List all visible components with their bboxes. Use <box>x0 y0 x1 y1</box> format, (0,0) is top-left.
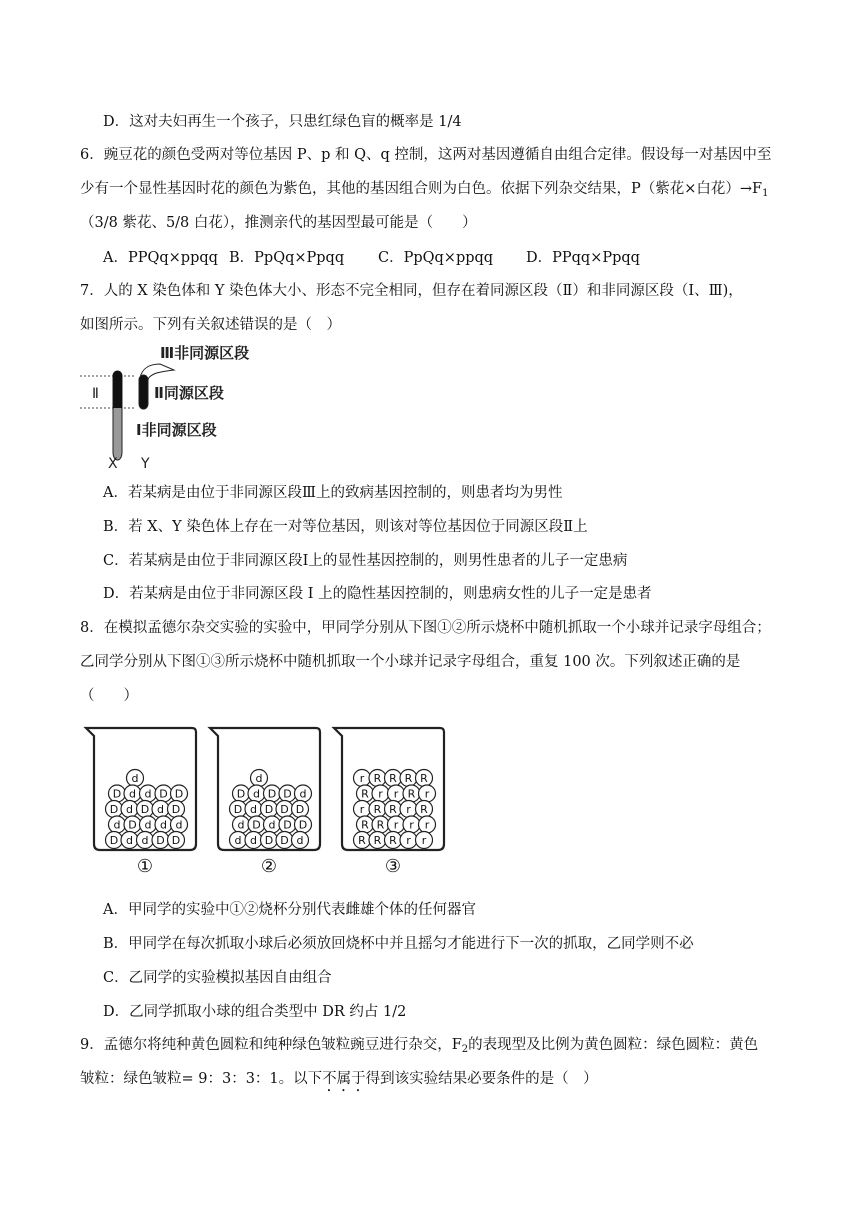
q6-option-a: A．PPQq×ppqq <box>103 250 218 266</box>
beaker-2 <box>210 728 320 877</box>
q8-stem-line2: 乙同学分别从下图①③所示烧杯中随机抓取一个小球并记录字母组合，重复 100 次。下列叙述正确的是 <box>80 654 741 670</box>
q8-option-c: C．乙同学的实验模拟基因自由组合 <box>103 970 332 986</box>
ball-letter: r <box>421 834 427 847</box>
q9-stem-line2 <box>80 1069 598 1095</box>
ball-letter: d <box>141 834 149 847</box>
beaker-1 <box>86 728 196 877</box>
ball-letter: D <box>171 803 181 816</box>
q9-stem-tail: 的表现型及比例为黄色圆粒：绿色圆粒：黄色 <box>468 1037 759 1053</box>
ball-letter: r <box>378 787 383 801</box>
q8-option-d: D．乙同学抓取小球的组合类型中 DR 约占 1/2 <box>103 1004 407 1020</box>
ball-letter: D <box>236 787 246 801</box>
ball-letter: D <box>159 787 168 801</box>
ball-letter: d <box>126 834 133 847</box>
ball-letter: d <box>144 818 152 832</box>
ball-letter: D <box>280 803 289 816</box>
q9-emphasis: 不属于 <box>322 1071 366 1087</box>
ball-letter: R <box>404 772 413 785</box>
x-chromosome-band <box>113 371 122 408</box>
ball-letter: R <box>376 818 385 832</box>
q6-subscript: 1 <box>762 188 769 199</box>
ball-letter: R <box>373 803 382 816</box>
q7-option-d: D．若某病是由位于非同源区段 I 上的隐性基因控制的，则患病女性的儿子一定是患者 <box>103 586 652 602</box>
ball-letter: D <box>174 787 184 801</box>
ball-letter: D <box>283 818 292 832</box>
ball-letter: D <box>264 803 274 816</box>
chromosome-figure <box>78 340 278 472</box>
ball-letter: R <box>361 787 369 801</box>
ball-letter: r <box>409 818 414 832</box>
ball-letter: D <box>264 834 274 847</box>
ball-letter: r <box>424 818 430 832</box>
ball-letter: d <box>131 772 139 785</box>
ball-letter: R <box>420 772 428 785</box>
q6-stem-line1: 6．豌豆花的颜色受两对等位基因 P、p 和 Q、q 控制，这两对基因遵循自由组合定律。假设每一对基因中至 <box>80 147 772 163</box>
q7-option-c: C．若某病是由位于非同源区段Ⅰ上的显性基因控制的，则男性患者的儿子一定患病 <box>103 553 628 569</box>
ball-letter: D <box>295 803 305 816</box>
ball-letter: d <box>126 803 133 816</box>
q8-option-b: B．甲同学在每次抓取小球后必须放回烧杯中并且摇匀才能进行下一次的抓取，乙同学则不必 <box>103 936 694 952</box>
q6-stem-text: 少有一个显性基因时花的颜色为紫色，其他的基因组合则为白色。依据下列杂交结果，P（紫花×白花）→F <box>80 181 763 197</box>
q7-option-a: A．若某病是由位于非同源区段Ⅲ上的致病基因控制的，则患者均为男性 <box>103 485 563 501</box>
q8-option-a: A．甲同学的实验中①②烧杯分别代表雌雄个体的任何器官 <box>103 902 476 918</box>
ball-letter: D <box>112 787 122 801</box>
label-iii: Ⅲ非同源区段 <box>160 344 250 362</box>
ball-letter: D <box>140 803 150 816</box>
ball-letter: d <box>250 803 257 816</box>
ball-letter: d <box>175 818 183 832</box>
ball-letter: d <box>144 787 152 801</box>
ball-letter: d <box>160 818 167 832</box>
q7-stem-line2: 如图所示。下列有关叙述错误的是（ ） <box>80 317 341 333</box>
ball-letter: D <box>109 834 119 847</box>
ball-letter: d <box>253 787 260 801</box>
ball-letter: D <box>156 834 165 847</box>
q9-stem-post: 得到该实验结果必要条件的是（ ） <box>365 1071 598 1087</box>
beaker-3 <box>334 728 444 877</box>
ball-letter: d <box>299 787 307 801</box>
ball-letter: R <box>407 787 416 801</box>
q9-stem-pre: 皱粒：绿色皱粒= 9：3：3：1。以下 <box>80 1071 323 1087</box>
q9-stem-line1 <box>80 1035 758 1060</box>
ball-letter: D <box>171 834 181 847</box>
q7-option-b: B．若 X、Y 染色体上存在一对等位基因，则该对等位基因位于同源区段Ⅱ上 <box>103 519 588 535</box>
q6-option-c: C．PpQq×ppqq <box>378 250 494 266</box>
ball-letter: r <box>424 787 430 801</box>
y-chromosome <box>139 375 148 409</box>
ball-letter: R <box>420 803 428 816</box>
ball-letter: d <box>268 818 276 832</box>
q6-stem-line2 <box>80 179 769 204</box>
ball-letter: r <box>406 803 411 816</box>
label-ii: Ⅱ同源区段 <box>154 384 224 402</box>
ball-letter: r <box>393 787 399 801</box>
q8-stem-line3: （ ） <box>80 688 138 704</box>
q9-stem-text: 9．孟德尔将纯种黄色圆粒和纯种绿色皱粒豌豆进行杂交，F <box>80 1037 462 1053</box>
ball-letter: R <box>373 772 382 785</box>
ball-letter: d <box>157 803 164 816</box>
ball-letter: r <box>393 818 399 832</box>
ball-letter: R <box>389 772 397 785</box>
ball-letter: R <box>373 834 382 847</box>
beaker-label: ① <box>136 856 154 877</box>
ball-letter: D <box>252 818 261 832</box>
beakers-figure <box>80 722 450 882</box>
q6-option-b: B．PpQq×Ppqq <box>229 250 345 266</box>
ball-letter: D <box>280 834 289 847</box>
ball-letter: D <box>283 787 292 801</box>
q7-stem-line1: 7．人的 X 染色体和 Y 染色体大小、形态不完全相同，但存在着同源区段（Ⅱ）和非同源区段（Ⅰ、Ⅲ)， <box>80 283 743 299</box>
ball-letter: D <box>128 818 137 832</box>
ball-letter: d <box>237 818 245 832</box>
ball-letter: D <box>233 803 243 816</box>
q8-stem-line1: 8．在模拟孟德尔杂交实验的实验中，甲同学分别从下图①②所示烧杯中随机抓取一个小球并记录字母组合； <box>80 620 771 636</box>
ball-letter: R <box>361 818 369 832</box>
label-ii-left: Ⅱ <box>92 386 99 402</box>
q5-option-d: D．这对夫妇再生一个孩子，只患红绿色盲的概率是 1/4 <box>103 114 462 130</box>
q9-subscript: 2 <box>461 1044 469 1055</box>
ball-letter: d <box>255 772 263 785</box>
ball-letter: d <box>129 787 136 801</box>
q6-stem-line3: （3/8 紫花、5/8 白花），推测亲代的基因型最可能是（ ） <box>80 215 477 231</box>
ball-letter: r <box>359 803 365 816</box>
label-i: Ⅰ非同源区段 <box>136 421 217 439</box>
ball-letter: R <box>389 834 397 847</box>
q6-option-d: D．PPqq×Ppqq <box>526 250 640 266</box>
ball-letter: D <box>267 787 277 801</box>
label-x: X <box>108 456 118 472</box>
ball-letter: d <box>113 818 121 832</box>
ball-letter: r <box>406 834 411 847</box>
ball-letter: R <box>358 834 366 847</box>
ball-letter: D <box>109 803 119 816</box>
ball-letter: d <box>296 834 304 847</box>
beaker-label: ② <box>260 856 278 877</box>
label-y: Y <box>141 456 150 472</box>
ball-letter: D <box>298 818 308 832</box>
beaker-label: ③ <box>384 856 402 877</box>
ball-letter: R <box>389 803 397 816</box>
ball-letter: r <box>359 772 365 785</box>
ball-letter: d <box>250 834 257 847</box>
ball-letter: d <box>234 834 242 847</box>
